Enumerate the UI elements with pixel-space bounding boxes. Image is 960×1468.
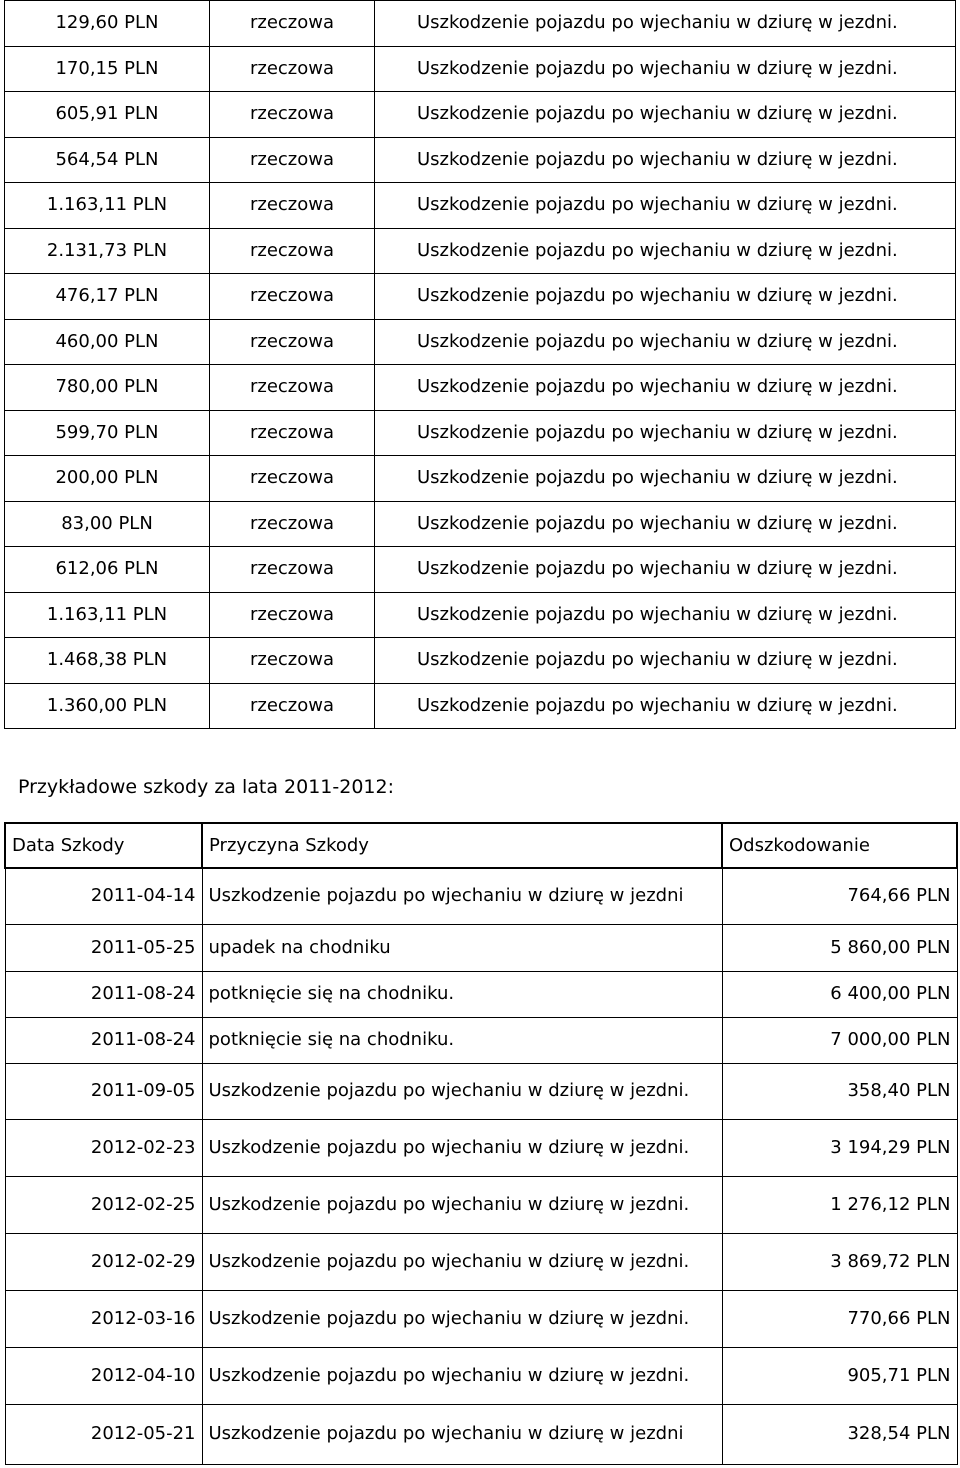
- damage-compensation: 905,71 PLN: [722, 1347, 957, 1404]
- table-row: [5, 592, 956, 638]
- table-row: [5, 365, 956, 411]
- damage-cause: Uszkodzenie pojazdu po wjechaniu w dziurę w jezdni: [202, 868, 722, 924]
- claim-description: Uszkodzenie pojazdu po wjechaniu w dziurę w jezdni.: [375, 638, 956, 684]
- claim-description: Uszkodzenie pojazdu po wjechaniu w dziurę w jezdni.: [375, 183, 956, 229]
- claim-description: Uszkodzenie pojazdu po wjechaniu w dziurę w jezdni.: [375, 92, 956, 138]
- claim-description: Uszkodzenie pojazdu po wjechaniu w dziurę w jezdni.: [375, 319, 956, 365]
- claim-description: Uszkodzenie pojazdu po wjechaniu w dziurę w jezdni.: [375, 410, 956, 456]
- table-row: [5, 1017, 957, 1063]
- damage-cause: Uszkodzenie pojazdu po wjechaniu w dziurę w jezdni.: [202, 1176, 722, 1233]
- claim-amount: 612,06 PLN: [5, 547, 210, 593]
- damage-date: 2011-05-25: [5, 924, 202, 971]
- claim-description: Uszkodzenie pojazdu po wjechaniu w dziurę w jezdni.: [375, 228, 956, 274]
- claim-amount: 780,00 PLN: [5, 365, 210, 411]
- damage-compensation: 1 276,12 PLN: [722, 1176, 957, 1233]
- table-header-row: [5, 823, 957, 868]
- table-row: [5, 228, 956, 274]
- table-row: [5, 137, 956, 183]
- claims-table: [4, 0, 956, 729]
- claim-type: rzeczowa: [210, 1, 375, 47]
- table-row: [5, 1347, 957, 1404]
- claim-type: rzeczowa: [210, 547, 375, 593]
- damage-compensation: 3 869,72 PLN: [722, 1233, 957, 1290]
- claim-type: rzeczowa: [210, 274, 375, 320]
- table-row: [5, 183, 956, 229]
- table-row: [5, 92, 956, 138]
- claim-amount: 564,54 PLN: [5, 137, 210, 183]
- claim-type: rzeczowa: [210, 683, 375, 729]
- damage-compensation: 7 000,00 PLN: [722, 1017, 957, 1063]
- table-row: [5, 547, 956, 593]
- damage-cause: upadek na chodniku: [202, 924, 722, 971]
- column-header-amount: Odszkodowanie: [722, 823, 957, 868]
- table-row: [5, 1404, 957, 1464]
- damage-compensation: 3 194,29 PLN: [722, 1119, 957, 1176]
- damage-cause: potknięcie się na chodniku.: [202, 971, 722, 1017]
- table-row: [5, 1063, 957, 1119]
- column-header-date: Data Szkody: [5, 823, 202, 868]
- damage-compensation: 328,54 PLN: [722, 1404, 957, 1464]
- claim-amount: 1.468,38 PLN: [5, 638, 210, 684]
- damage-compensation: 6 400,00 PLN: [722, 971, 957, 1017]
- damage-date: 2011-04-14: [5, 868, 202, 924]
- claim-type: rzeczowa: [210, 183, 375, 229]
- claim-type: rzeczowa: [210, 638, 375, 684]
- damage-compensation: 770,66 PLN: [722, 1290, 957, 1347]
- claim-amount: 460,00 PLN: [5, 319, 210, 365]
- table-row: [5, 501, 956, 547]
- claim-amount: 1.163,11 PLN: [5, 592, 210, 638]
- damage-cause: Uszkodzenie pojazdu po wjechaniu w dziurę w jezdni.: [202, 1063, 722, 1119]
- claim-description: Uszkodzenie pojazdu po wjechaniu w dziurę w jezdni.: [375, 501, 956, 547]
- table-row: [5, 1, 956, 47]
- damage-compensation: 5 860,00 PLN: [722, 924, 957, 971]
- table-row: [5, 319, 956, 365]
- claim-description: Uszkodzenie pojazdu po wjechaniu w dziurę w jezdni.: [375, 456, 956, 502]
- damage-cause: Uszkodzenie pojazdu po wjechaniu w dziurę w jezdni.: [202, 1347, 722, 1404]
- damage-date: 2012-02-25: [5, 1176, 202, 1233]
- claim-type: rzeczowa: [210, 410, 375, 456]
- claim-amount: 599,70 PLN: [5, 410, 210, 456]
- column-header-cause: Przyczyna Szkody: [202, 823, 722, 868]
- table-row: [5, 1119, 957, 1176]
- damage-date: 2011-08-24: [5, 971, 202, 1017]
- damage-date: 2011-08-24: [5, 1017, 202, 1063]
- table-row: [5, 410, 956, 456]
- claim-type: rzeczowa: [210, 501, 375, 547]
- example-damages-table: [4, 822, 958, 1465]
- claim-amount: 476,17 PLN: [5, 274, 210, 320]
- claim-type: rzeczowa: [210, 365, 375, 411]
- claim-type: rzeczowa: [210, 137, 375, 183]
- table-row: [5, 274, 956, 320]
- damage-cause: Uszkodzenie pojazdu po wjechaniu w dziurę w jezdni.: [202, 1233, 722, 1290]
- damage-date: 2012-05-21: [5, 1404, 202, 1464]
- claim-type: rzeczowa: [210, 592, 375, 638]
- claim-type: rzeczowa: [210, 46, 375, 92]
- claim-type: rzeczowa: [210, 319, 375, 365]
- claim-description: Uszkodzenie pojazdu po wjechaniu w dziurę w jezdni.: [375, 274, 956, 320]
- table-row: [5, 1176, 957, 1233]
- table-row: [5, 46, 956, 92]
- damage-cause: Uszkodzenie pojazdu po wjechaniu w dziurę w jezdni: [202, 1404, 722, 1464]
- claim-type: rzeczowa: [210, 456, 375, 502]
- claim-amount: 129,60 PLN: [5, 1, 210, 47]
- damage-cause: Uszkodzenie pojazdu po wjechaniu w dziurę w jezdni.: [202, 1119, 722, 1176]
- claim-description: Uszkodzenie pojazdu po wjechaniu w dziurę w jezdni.: [375, 592, 956, 638]
- claim-description: Uszkodzenie pojazdu po wjechaniu w dziurę w jezdni.: [375, 547, 956, 593]
- claim-description: Uszkodzenie pojazdu po wjechaniu w dziurę w jezdni.: [375, 46, 956, 92]
- damage-date: 2012-03-16: [5, 1290, 202, 1347]
- claim-description: Uszkodzenie pojazdu po wjechaniu w dziurę w jezdni.: [375, 1, 956, 47]
- damage-cause: Uszkodzenie pojazdu po wjechaniu w dziurę w jezdni.: [202, 1290, 722, 1347]
- claim-amount: 1.360,00 PLN: [5, 683, 210, 729]
- section-heading: Przykładowe szkody za lata 2011-2012:: [18, 776, 394, 798]
- claim-amount: 605,91 PLN: [5, 92, 210, 138]
- claim-description: Uszkodzenie pojazdu po wjechaniu w dziurę w jezdni.: [375, 683, 956, 729]
- table-row: [5, 868, 957, 924]
- table-row: [5, 924, 957, 971]
- damage-date: 2012-02-23: [5, 1119, 202, 1176]
- claim-amount: 1.163,11 PLN: [5, 183, 210, 229]
- claim-type: rzeczowa: [210, 228, 375, 274]
- claim-amount: 83,00 PLN: [5, 501, 210, 547]
- claim-amount: 170,15 PLN: [5, 46, 210, 92]
- damage-compensation: 764,66 PLN: [722, 868, 957, 924]
- claim-amount: 200,00 PLN: [5, 456, 210, 502]
- table-row: [5, 683, 956, 729]
- table-row: [5, 1290, 957, 1347]
- claim-description: Uszkodzenie pojazdu po wjechaniu w dziurę w jezdni.: [375, 137, 956, 183]
- claim-description: Uszkodzenie pojazdu po wjechaniu w dziurę w jezdni.: [375, 365, 956, 411]
- claim-amount: 2.131,73 PLN: [5, 228, 210, 274]
- damage-compensation: 358,40 PLN: [722, 1063, 957, 1119]
- table-row: [5, 971, 957, 1017]
- table-row: [5, 638, 956, 684]
- table-row: [5, 456, 956, 502]
- claim-type: rzeczowa: [210, 92, 375, 138]
- table-row: [5, 1233, 957, 1290]
- damage-date: 2012-04-10: [5, 1347, 202, 1404]
- damage-date: 2011-09-05: [5, 1063, 202, 1119]
- damage-date: 2012-02-29: [5, 1233, 202, 1290]
- damage-cause: potknięcie się na chodniku.: [202, 1017, 722, 1063]
